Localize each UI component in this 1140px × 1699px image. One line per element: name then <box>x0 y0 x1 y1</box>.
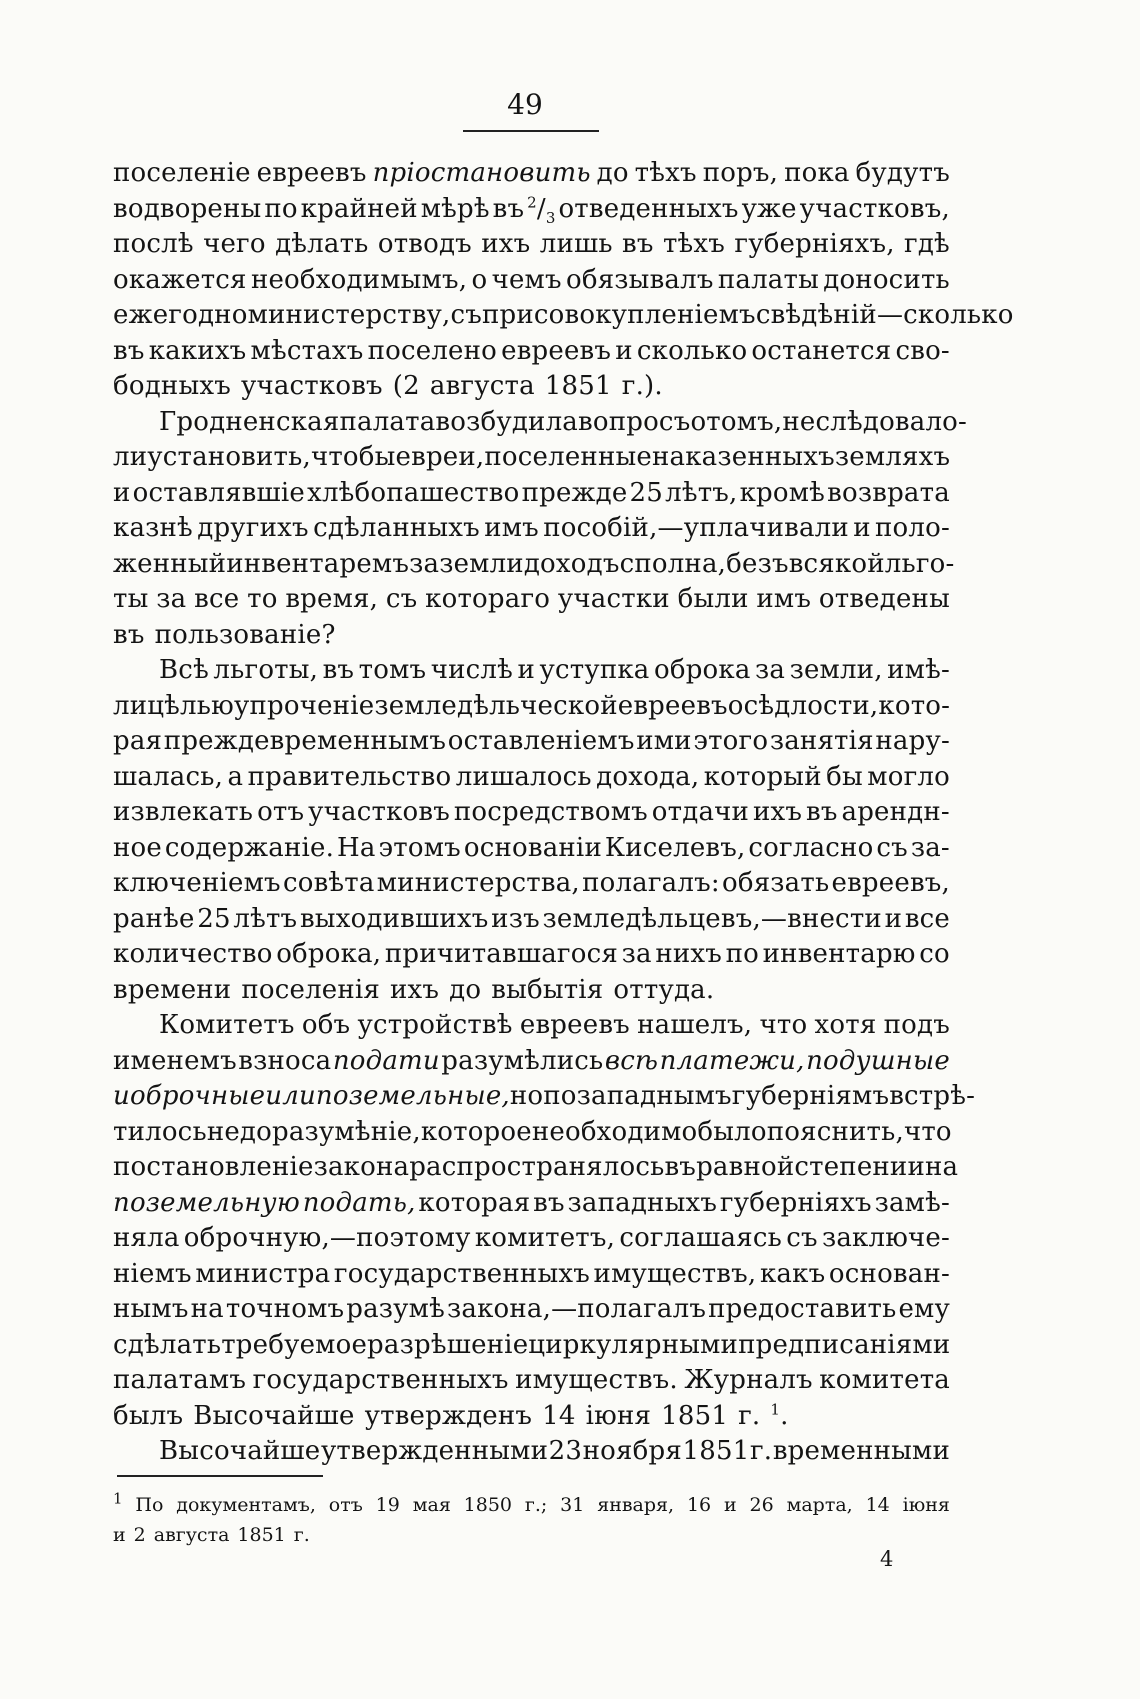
body-line: ежегодно министерству, съ присовокупленіемъ свѣдѣній—сколько <box>113 300 1014 330</box>
footnotes <box>113 1490 950 1550</box>
footnote-rule <box>117 1475 323 1477</box>
body-line: Комитетъ объ устройствѣ евреевъ нашелъ, что хотя подъ <box>159 1010 950 1040</box>
body-line: палатамъ государственныхъ имуществъ. Журналъ комитета <box>113 1365 950 1395</box>
body-line: ты за все то время, съ котораго участки были имъ отведены <box>113 584 950 614</box>
body-line: няла оброчную,—поэтому комитетъ, соглашаясь съ заключе- <box>113 1223 950 1253</box>
body-line: ключеніемъ совѣта министерства, полагалъ: обязать евреевъ, <box>113 868 950 898</box>
body-line: ніемъ министра государственныхъ имуществъ, какъ основан- <box>113 1258 950 1289</box>
body-line: Высочайше утвержденными 23 ноября 1851 г. временными <box>159 1436 950 1466</box>
body-line: и оброчные или поземельные, но по западнымъ губерніямъ встрѣ- <box>113 1081 976 1111</box>
body-line: въ какихъ мѣстахъ поселено евреевъ и сколько останется сво- <box>113 335 950 366</box>
body-line: извлекать отъ участковъ посредствомъ отдачи ихъ въ арендн- <box>113 797 950 827</box>
body-line: былъ Высочайше утвержденъ 14 іюня 1851 г. $^1$. <box>113 1399 789 1431</box>
body-line: ли установить, чтобы евреи, поселенные на казенныхъ земляхъ <box>113 442 951 472</box>
body-line: именемъ взноса подати разумѣлись всѣ платежи, подушные <box>113 1045 950 1076</box>
body-line: ранѣе 25 лѣтъ выходившихъ изъ земледѣльцевъ,—внести и все <box>113 903 950 934</box>
body-line: сдѣлать требуемое разрѣшеніе циркулярными предписаніями <box>113 1329 951 1360</box>
signature-mark: 4 <box>880 1547 894 1571</box>
body-line: поземельную подать, которая въ западныхъ губерніяхъ замѣ- <box>113 1187 950 1218</box>
body-line: ное содержаніе. На этомъ основаніи Киселевъ, согласно съ за- <box>113 832 950 863</box>
body-line: бодныхъ участковъ (2 августа 1851 г.). <box>113 371 663 401</box>
body-line: водворены по крайней мѣрѣ въ $^2/_3$ отведенныхъ уже участковъ, <box>113 192 950 227</box>
body-line: Всѣ льготы, въ томъ числѣ и уступка оброка за земли, имѣ- <box>159 655 950 685</box>
body-line: поселеніе евреевъ пріостановить до тѣхъ поръ, пока будутъ <box>113 158 950 188</box>
body-line: времени поселенія ихъ до выбытія оттуда. <box>113 974 715 1005</box>
body-line: и оставлявшіе хлѣбопашество прежде 25 лѣтъ, кромѣ возврата <box>113 477 950 508</box>
body-line: окажется необходимымъ, о чемъ обязывалъ палаты доносить <box>113 264 950 295</box>
body-text <box>113 156 1014 1470</box>
page-number: 49 <box>507 88 543 121</box>
body-line: нымъ на точномъ разумѣ закона,—полагалъ предоставить ему <box>113 1294 950 1324</box>
body-line: Гродненская палата возбудила вопросъ о томъ, не слѣдовало- <box>159 406 968 437</box>
body-line: ли цѣлью упроченіе земледѣльческой евреевъ осѣдлости, кото- <box>113 690 951 721</box>
body-line: шалась, а правительство лишалось дохода, который бы могло <box>113 761 950 792</box>
body-line: послѣ чего дѣлать отводъ ихъ лишь въ тѣхъ губерніяхъ, гдѣ <box>113 229 950 259</box>
header-rule <box>463 130 599 132</box>
body-line: въ пользованіе? <box>113 619 336 650</box>
body-line: тилось недоразумѣніе, которое необходимо было пояснить, что <box>113 1116 952 1147</box>
body-line: количество оброка, причитавшагося за нихъ по инвентарю со <box>113 939 950 969</box>
body-line: постановленіе закона распространялось въ равной степени и на <box>113 1152 959 1182</box>
body-line: женный инвентаремъ за земли доходъ сполна, безъ всякой льго- <box>113 548 955 579</box>
body-line: казнѣ другихъ сдѣланныхъ имъ пособій,—уплачивали и поло- <box>113 513 950 543</box>
footnote-line: $^1$ По документамъ, отъ 19 мая 1850 г.; 31 января, 16 и 26 марта, 14 іюня <box>113 1489 950 1516</box>
body-line: рая преждевременнымъ оставленіемъ ими этого занятія нару- <box>113 726 950 756</box>
footnote-line: и 2 августа 1851 г. <box>113 1524 310 1546</box>
